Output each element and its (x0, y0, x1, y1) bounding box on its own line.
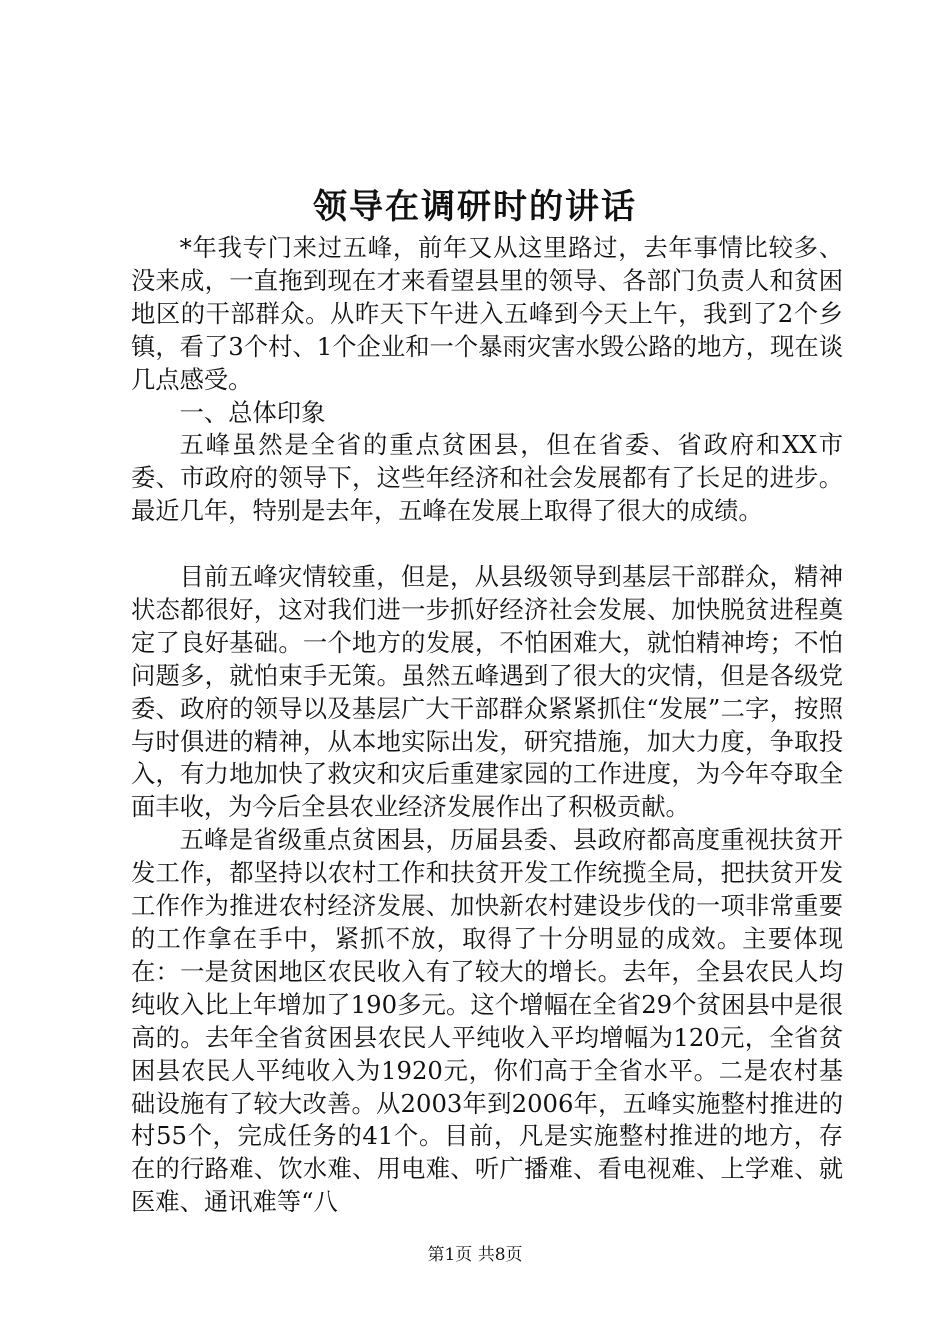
paragraph-intro: *年我专门来过五峰，前年又从这里路过，去年事情比较多、没来成，一直拖到现在才来看望县里的领导、各部门负责人和贫困地区的干部群众。从昨天下午进入五峰到今天上午，我到了2个乡镇，看了3个村、1个企业和一个暴雨灾害水毁公路的地方，现在谈几点感受。 (131, 233, 843, 394)
section-heading: 一、总体印象 (179, 397, 326, 427)
page-title: 领导在调研时的讲话 (313, 187, 637, 227)
page-footer: 第1页 共8页 (427, 1245, 523, 1265)
paragraph-disaster: 目前五峰灾情较重，但是，从县级领导到基层干部群众，精神状态都很好，这对我们进一步抓好经济社会发展、加快脱贫进程奠定了良好基础。一个地方的发展，不怕困难大，就怕精神垮；不怕问题多，就怕束手无策。虽然五峰遇到了很大的灾情，但是各级党委、政府的领导以及基层广大干部群众紧紧抓住“发展”二字，按照与时俱进的精神，从本地实际出发，研究措施，加大力度，争取投入，有力地加快了救灾和灾后重建家园的工作进度，为今年夺取全面丰收，为今后全县农业经济发展作出了积极贡献。 (131, 562, 843, 822)
paragraph-overview: 五峰虽然是全省的重点贫困县，但在省委、省政府和XX市委、市政府的领导下，这些年经济和社会发展都有了长足的进步。最近几年，特别是去年，五峰在发展上取得了很大的成绩。 (131, 430, 843, 526)
document-body (131, 232, 843, 1219)
paragraph-poverty: 五峰是省级重点贫困县，历届县委、县政府都高度重视扶贫开发工作，都坚持以农村工作和扶贫开发工作统揽全局，把扶贫开发工作作为推进农村经济发展、加快新农村建设步伐的一项非常重要的工作拿在手中，紧抓不放，取得了十分明显的成效。主要体现在：一是贫困地区农民收入有了较大的增长。去年，全县农民人均纯收入比上年增加了190多元。这个增幅在全省29个贫困县中是很高的。去年全省贫困县农民人平纯收入平均增幅为120元，全省贫困县农民人平纯收入为1920元，你们高于全省水平。二是农村基础设施有了较大改善。从2003年到2006年，五峰实施整村推进的村55个，完成任务的41个。目前，凡是实施整村推进的地方，存在的行路难、饮水难、用电难、听广播难、看电视难、上学难、就医难、通讯难等“八 (131, 825, 843, 1217)
paragraph-spacer (131, 528, 843, 561)
